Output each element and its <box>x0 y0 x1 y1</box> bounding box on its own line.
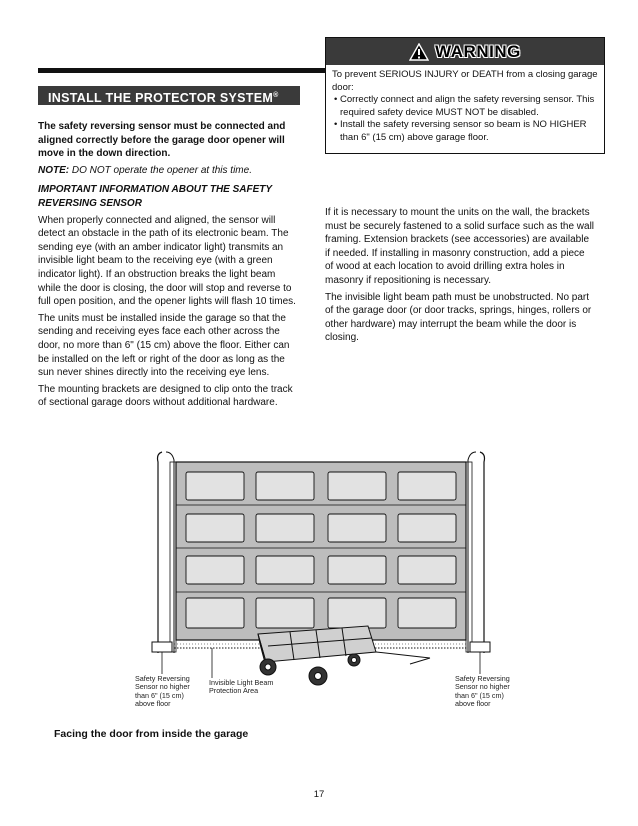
section-title-banner <box>38 86 300 105</box>
body-paragraph: The mounting brackets are designed to clip onto the track of sectional garage doors without additional hardware. <box>38 383 293 409</box>
figure-label-left: Safety Reversing Sensor no higher than 6" (15 cm) above floor <box>135 674 190 709</box>
page-number: 17 <box>313 789 325 800</box>
subheading: IMPORTANT INFORMATION ABOUT THE SAFETY REVERSING SENSOR <box>38 184 272 209</box>
body-paragraph: When properly connected and aligned, the sensor will detect an obstacle in the path of its electronic beam. The sending eye (with an amber indicator light) transmits an invisible light beam to the receiving eye (with a green indicator light). If an obstruction breaks the light beam while the door is closing, the door will stop and reverse to full open position, and the opener lights will flash 10 times. <box>38 214 296 308</box>
body-paragraph: If it is necessary to mount the units on the wall, the brackets must be securely fastened to a solid surface such as the wall framing. Extension brackets (see accessories) are available if needed. If installing in masonry construction, add a piece of wood at each location to avoid drilling extra holes in masonry if repositioning is necessary. <box>325 207 595 286</box>
figure-label-center: Invisible Light Beam Protection Area <box>209 678 274 696</box>
warning-body <box>326 65 604 144</box>
warning-intro: To prevent SERIOUS INJURY or DEATH from a closing garage door: <box>332 69 598 93</box>
section-title: INSTALL THE PROTECTOR SYSTEM <box>48 91 274 106</box>
right-column <box>325 206 595 348</box>
note-paragraph <box>38 164 300 178</box>
warning-bullet: • Install the safety reversing sensor so beam is NO HIGHER than 6" (15 cm) above garage floor. <box>334 119 587 143</box>
warning-heading: WARNING <box>435 41 521 61</box>
left-column <box>38 120 300 413</box>
body-paragraph: The invisible light beam path must be unobstructed. No part of the garage door (or door tracks, springs, hinges, rollers or other hardware) may interrupt the beam while the door is closing. <box>325 291 592 344</box>
garage-door-illustration <box>140 448 500 700</box>
figure-caption: Facing the door from inside the garage <box>54 728 249 740</box>
note-label: NOTE: <box>38 164 70 176</box>
warning-bullet: • Correctly connect and align the safety reversing sensor. This required safety device MUST NOT be disabled. <box>334 94 595 118</box>
registered-mark: ® <box>273 92 279 99</box>
warning-box <box>325 37 605 154</box>
figure-label-right: Safety Reversing Sensor no higher than 6" (15 cm) above floor <box>455 674 510 709</box>
note-text: DO NOT operate the opener at this time. <box>69 164 252 176</box>
warning-triangle-icon <box>409 43 429 61</box>
warning-header <box>326 38 604 65</box>
lead-paragraph: The safety reversing sensor must be connected and aligned correctly before the garage door opener will move in the down direction. <box>38 121 286 160</box>
body-paragraph: The units must be installed inside the garage so that the sending and receiving eyes face each other across the door, no more than 6" (15 cm) above the floor. Either can be installed on the left or right of the door as long as the sun never shines directly into the receiving eye lens. <box>38 312 290 379</box>
warning-list <box>332 94 598 144</box>
